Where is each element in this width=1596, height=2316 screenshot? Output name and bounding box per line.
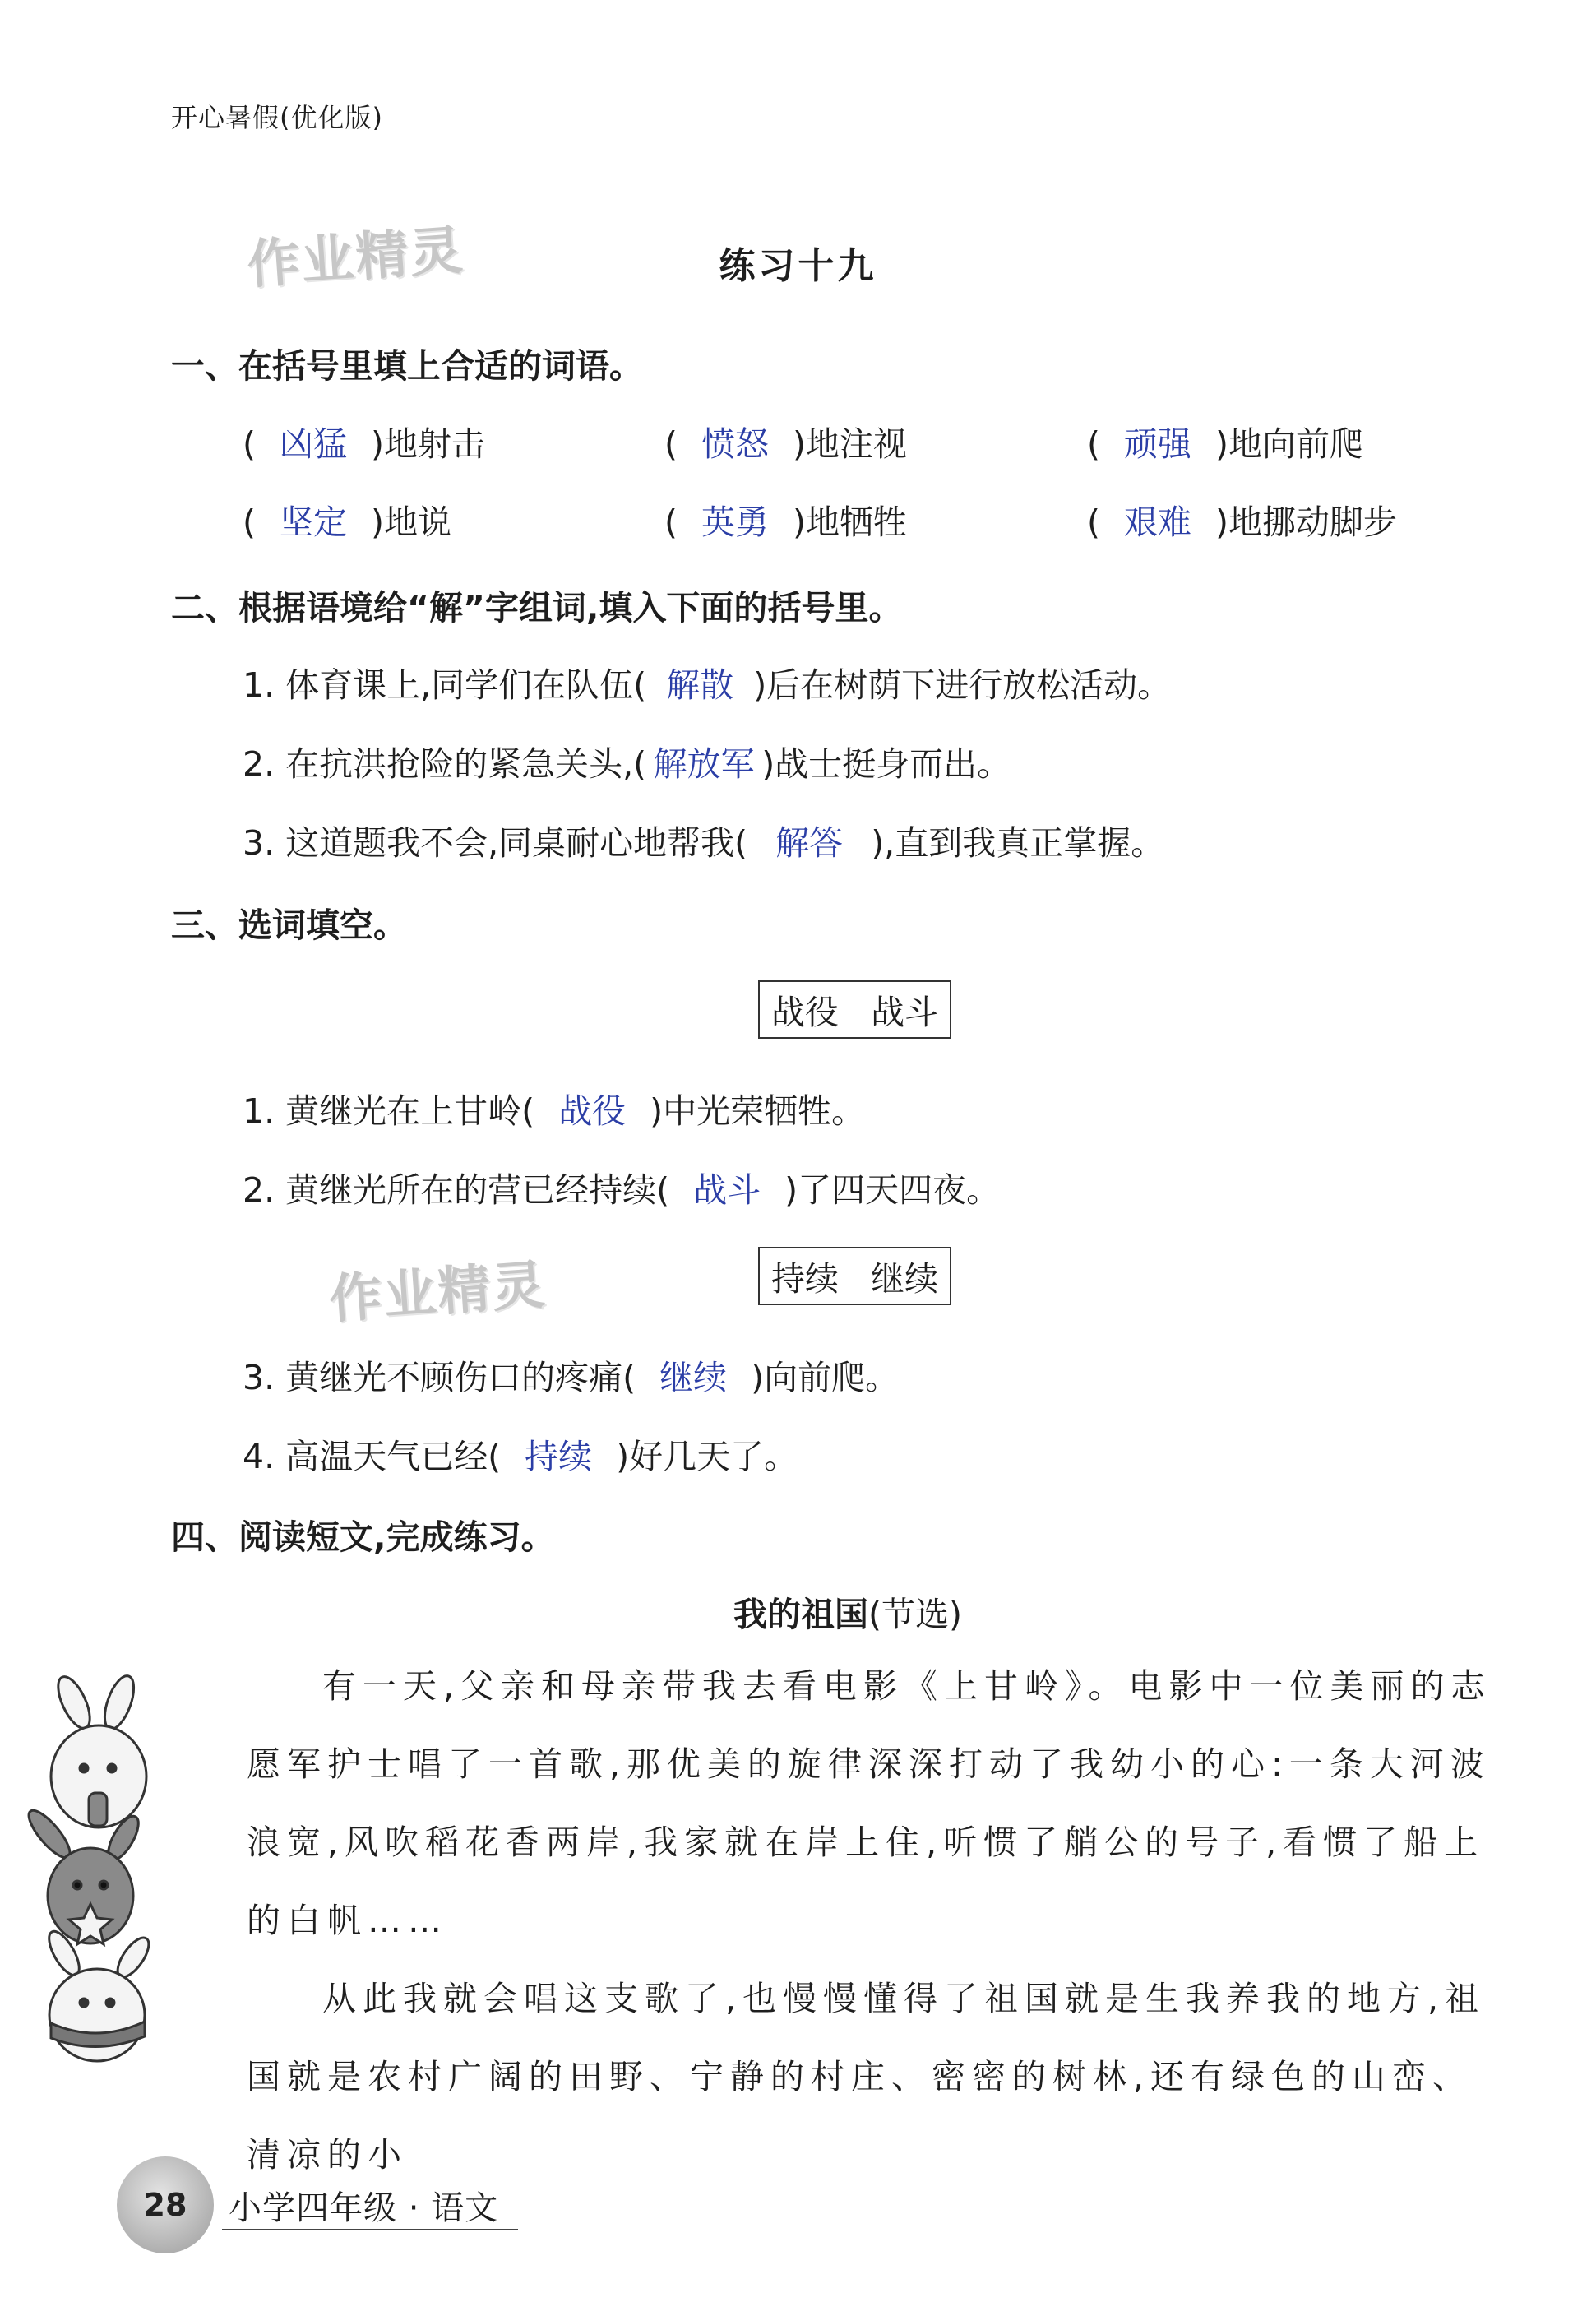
footer-divider — [222, 2229, 518, 2230]
answer: 战斗 — [693, 1170, 761, 1210]
word-choice-box: 战役 战斗 — [758, 980, 951, 1039]
fill-item: 4. 高温天气已经( 持续 )好几天了。 — [243, 1429, 798, 1478]
fill-item: 1. 体育课上,同学们在队伍( 解散 )后在树荫下进行放松活动。 — [243, 658, 1171, 706]
fill-item: 3. 黄继光不顾伤口的疼痛( 继续 )向前爬。 — [243, 1350, 899, 1399]
answer: 顽强 — [1124, 424, 1191, 464]
fill-item: ( 艰难 )地挪动脚步 — [1087, 495, 1397, 544]
answer: 解散 — [666, 665, 734, 705]
bunny-illustration — [25, 1670, 164, 2081]
answer: 继续 — [659, 1358, 728, 1397]
page-number: 28 — [143, 2187, 187, 2223]
fill-item: 3. 这道题我不会,同桌耐心地帮我( 解答 ),直到我真正掌握。 — [243, 816, 1164, 864]
section-heading: 四、阅读短文,完成练习。 — [171, 1517, 555, 1557]
word-choice-box: 持续 继续 — [758, 1247, 951, 1305]
section-heading: 三、选词填空。 — [171, 906, 407, 945]
passage-paragraph: 有一天,父亲和母亲带我去看电影《上甘岭》。电影中一位美丽的志愿军护士唱了一首歌,那优美的旋律深深打动了我幼小的心:一条大河波浪宽,风吹稻花香两岸,我家就在岸上住,听惯了艄公的号子,看惯了船上的白帆…… — [247, 1666, 1492, 1940]
passage-title: 我的祖国(节选) — [733, 1595, 962, 1634]
answer: 凶猛 — [280, 424, 347, 464]
fill-item: 2. 在抗洪抢险的紧急关头,( 解放军 )战士挺身而出。 — [243, 737, 1011, 785]
watermark: 作业精灵 — [245, 220, 466, 297]
answer: 英勇 — [701, 503, 769, 542]
book-title: 开心暑假(优化版) — [171, 102, 383, 133]
answer: 坚定 — [280, 503, 347, 542]
answer: 战役 — [558, 1091, 627, 1131]
fill-item: ( 英勇 )地牺牲 — [664, 495, 907, 544]
fill-item: 2. 黄继光所在的营已经持续( 战斗 )了四天四夜。 — [243, 1163, 1000, 1211]
answer: 愤怒 — [701, 424, 769, 464]
fill-item: ( 坚定 )地说 — [243, 495, 451, 544]
answer: 艰难 — [1124, 503, 1191, 542]
watermark: 作业精灵 — [327, 1254, 548, 1332]
fill-item: 1. 黄继光在上甘岭( 战役 )中光荣牺牲。 — [243, 1084, 865, 1133]
answer: 持续 — [525, 1437, 593, 1476]
passage-paragraph: 从此我就会唱这支歌了,也慢慢懂得了祖国就是生我养我的地方,祖国就是农村广阔的田野、宁静的村庄、密密的树林,还有绿色的山峦、清凉的小 — [247, 1979, 1486, 2175]
answer: 解答 — [775, 823, 844, 863]
grade-subject: 小学四年级 · 语文 — [229, 2189, 499, 2227]
exercise-title: 练习十九 — [719, 245, 877, 287]
section-heading: 二、根据语境给“解”字组词,填入下面的括号里。 — [171, 588, 903, 628]
fill-item: ( 愤怒 )地注视 — [664, 417, 907, 466]
answer: 解放军 — [653, 744, 755, 784]
fill-item: ( 凶猛 )地射击 — [243, 417, 485, 466]
fill-item: ( 顽强 )地向前爬 — [1087, 417, 1363, 466]
section-heading: 一、在括号里填上合适的词语。 — [171, 346, 643, 386]
